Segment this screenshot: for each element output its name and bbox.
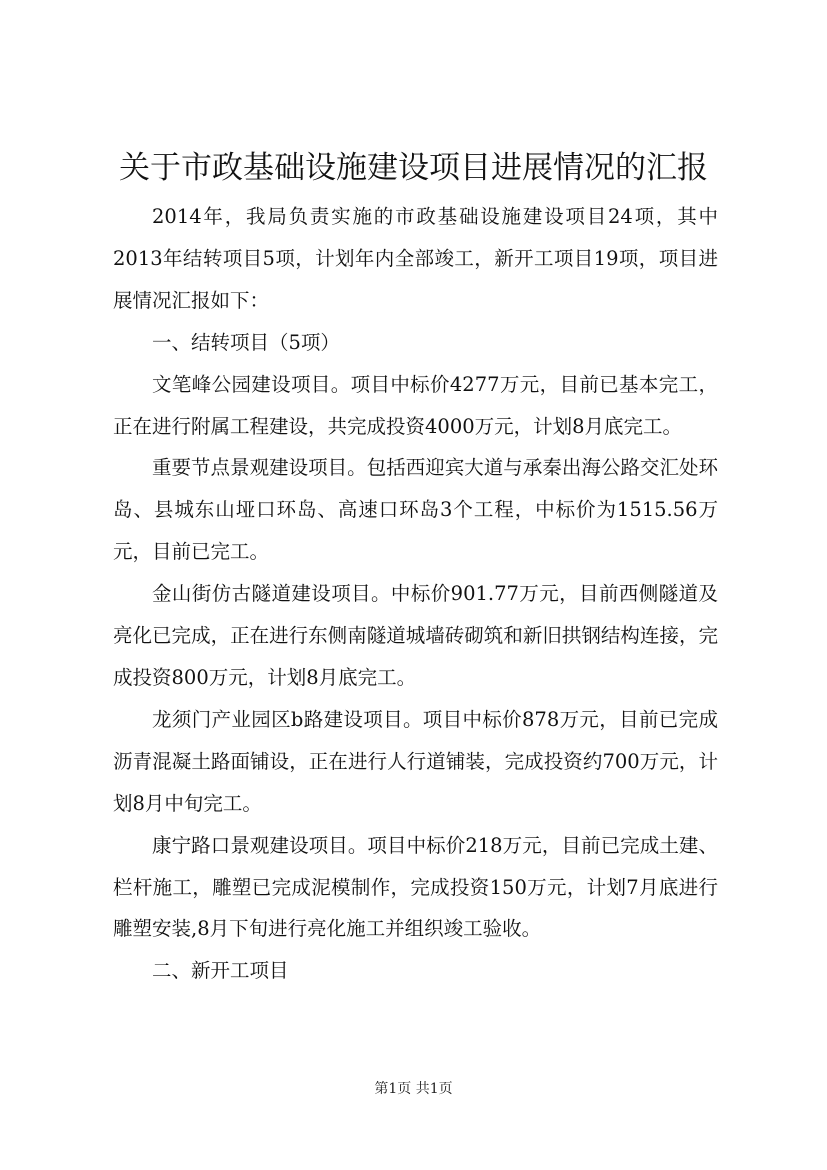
paragraph-node-landscape: 重要节点景观建设项目。包括西迎宾大道与承秦出海公路交汇处环岛、县城东山垭口环岛、高速口环岛3个工程，中标价为1515.56万元，目前已完工。 (113, 456, 718, 564)
section-heading-carryover: 一、结转项目（5项） (152, 330, 340, 354)
page-footer: 第1页 共1页 (374, 1081, 453, 1097)
paragraph-kangning-landscape: 康宁路口景观建设项目。项目中标价218万元，目前已完成土建、栏杆施工，雕塑已完成泥模制作，完成投资150万元，计划7月底进行雕塑安装,8月下旬进行亮化施工并组织竣工验收。 (113, 833, 718, 941)
paragraph-jinshan-tunnel: 金山街仿古隧道建设项目。中标价901.77万元，目前西侧隧道及亮化已完成，正在进行东侧南隧道城墙砖砌筑和新旧拱钢结构连接，完成投资800万元，计划8月底完工。 (113, 582, 718, 689)
paragraph-longxumen-road: 龙须门产业园区b路建设项目。项目中标价878万元，目前已完成沥青混凝土路面铺设，正在进行人行道铺装，完成投资约700万元，计划8月中旬完工。 (113, 707, 718, 815)
document-title: 关于市政基础设施建设项目进展情况的汇报 (119, 150, 708, 186)
document-body (113, 196, 718, 992)
section-heading-new-projects: 二、新开工项目 (152, 959, 289, 983)
paragraph-wenbifeng-park: 文笔峰公园建设项目。项目中标价4277万元，目前已基本完工，正在进行附属工程建设，共完成投资4000万元，计划8月底完工。 (113, 372, 718, 438)
paragraph-intro: 2014年，我局负责实施的市政基础设施建设项目24项，其中2013年结转项目5项，计划年内全部竣工，新开工项目19项，项目进展情况汇报如下： (113, 205, 718, 312)
